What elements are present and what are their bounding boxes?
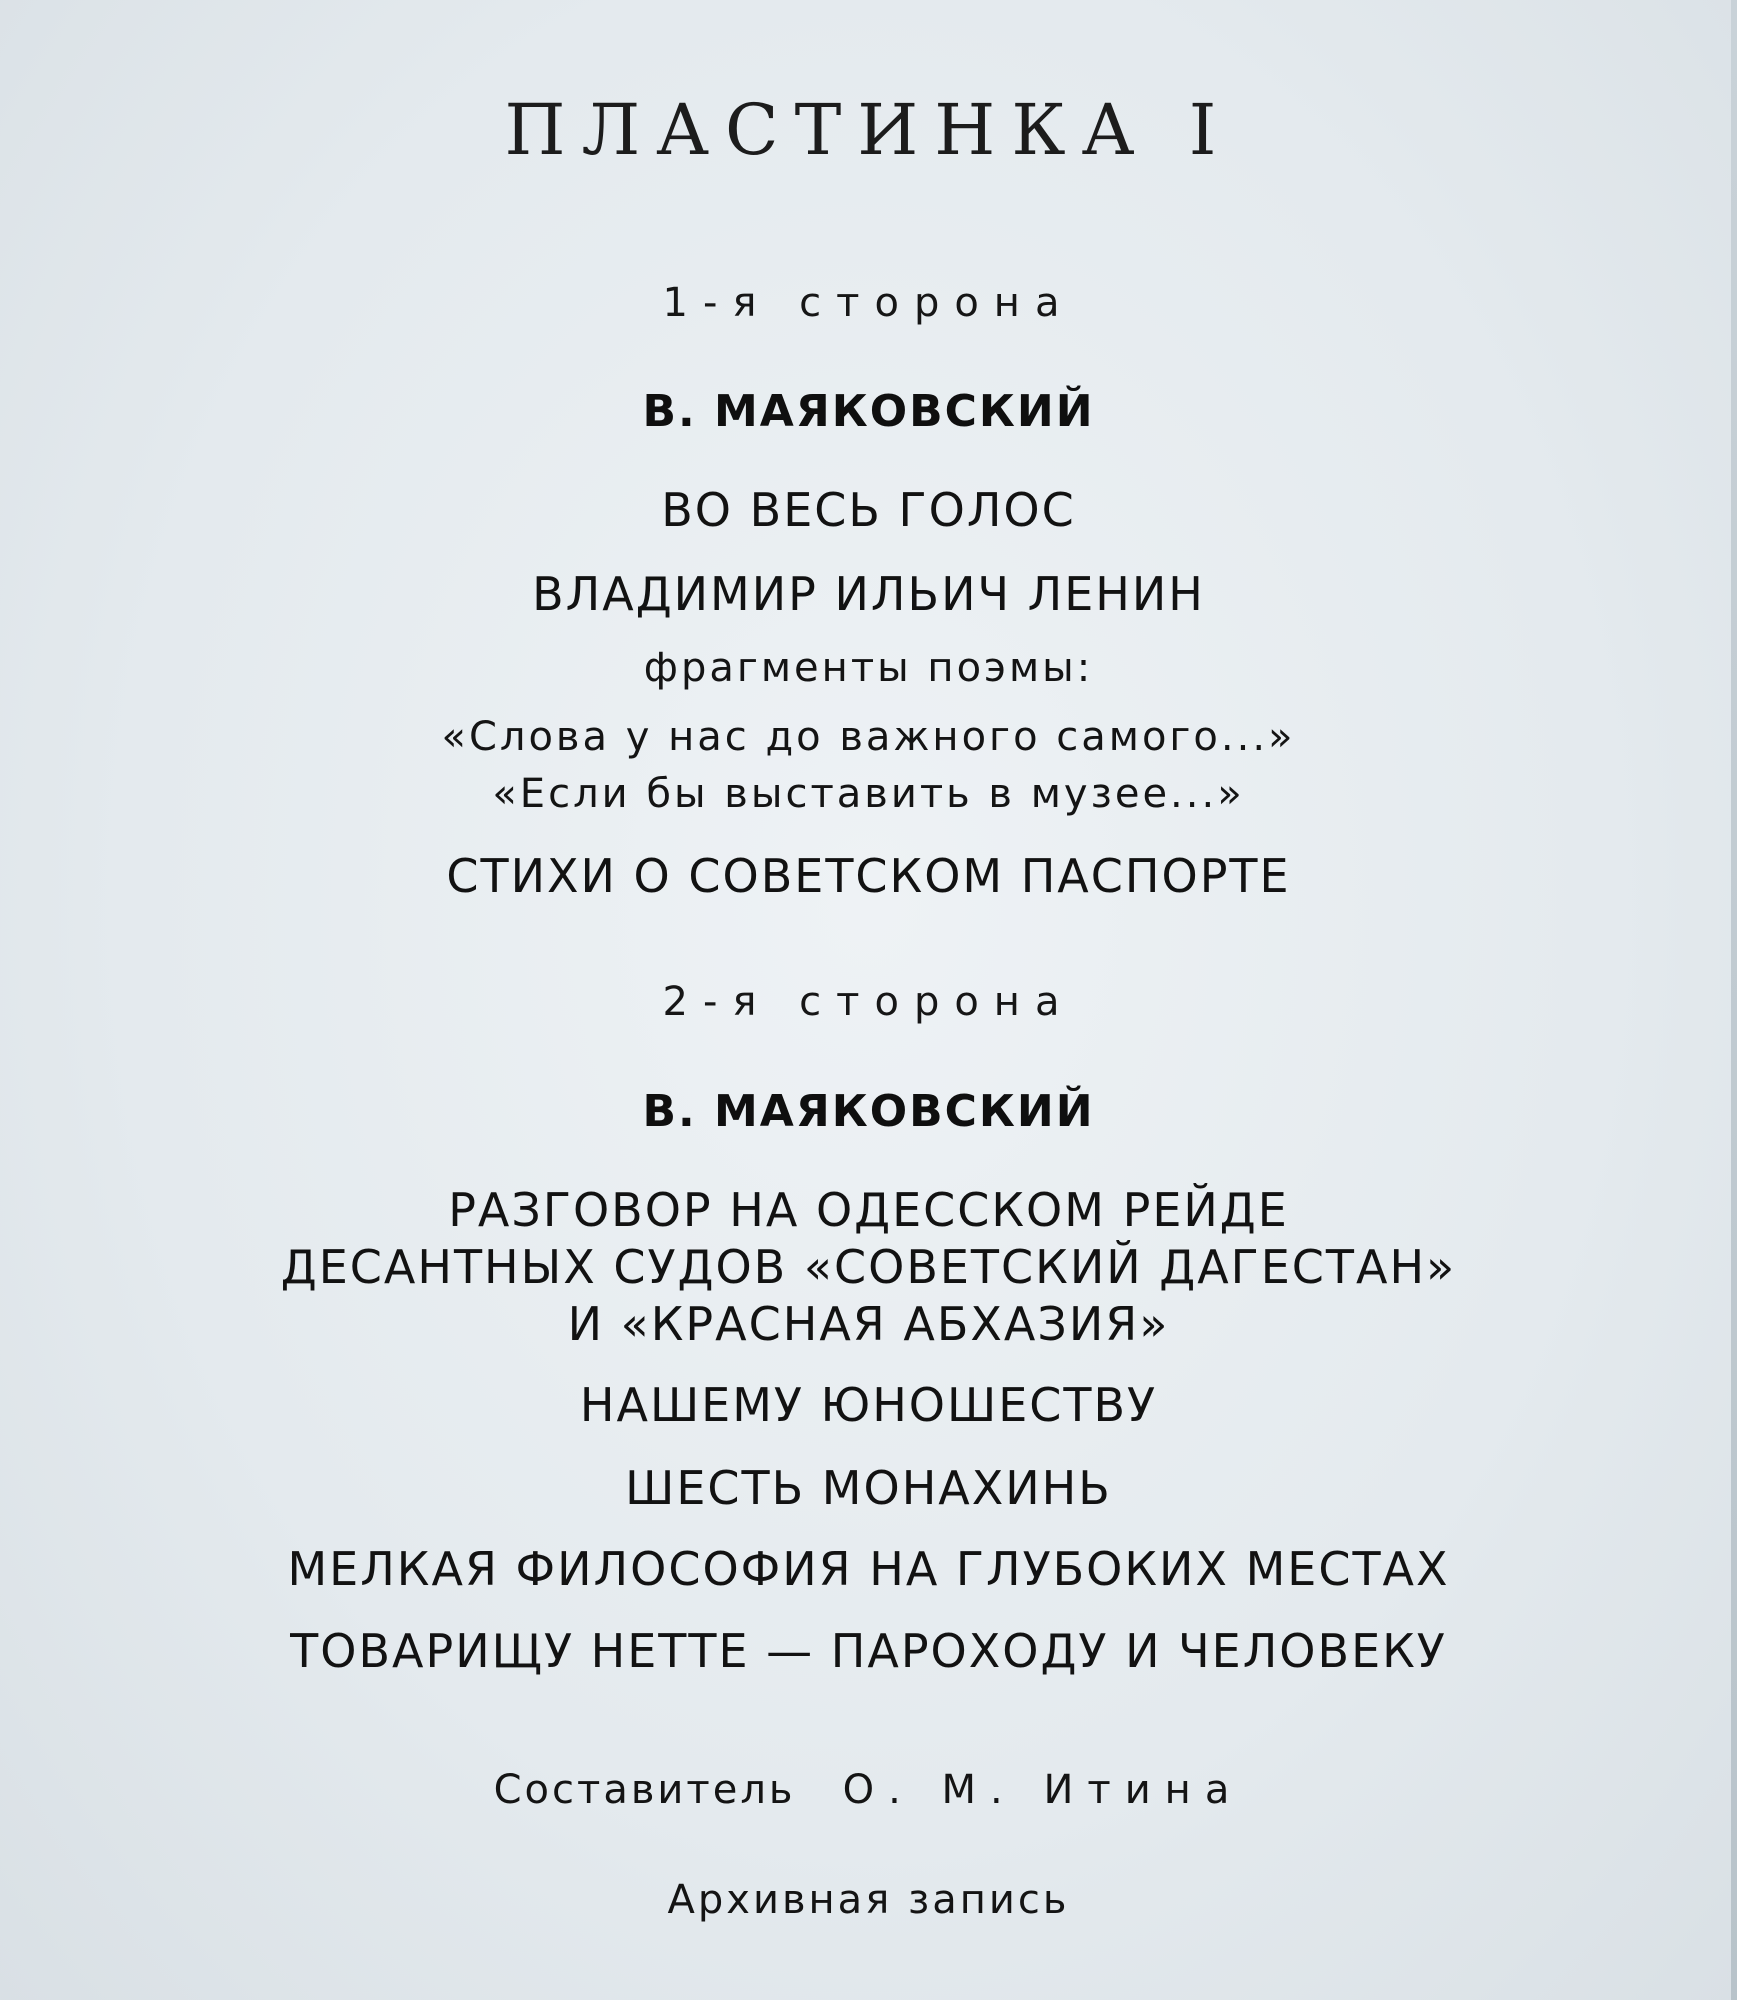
side-2-track-4: МЕЛКАЯ ФИЛОСОФИЯ НА ГЛУБОКИХ МЕСТАХ: [287, 1542, 1450, 1596]
compiler-label: Составитель: [493, 1767, 796, 1813]
side-2-track-5: ТОВАРИЩУ НЕТТЕ — ПАРОХОДУ И ЧЕЛОВЕКУ: [290, 1624, 1447, 1678]
compiler-credit: [0, 1767, 1737, 1813]
side-1-author: В. МАЯКОВСКИЙ: [642, 386, 1095, 437]
side-2-track-3: ШЕСТЬ МОНАХИНЬ: [625, 1461, 1112, 1515]
side-1-track-1: ВО ВЕСЬ ГОЛОС: [661, 483, 1076, 537]
archive-note: Архивная запись: [667, 1877, 1070, 1923]
compiler-name: О. М. Итина: [842, 1767, 1244, 1813]
side-2-track-1-line-1: РАЗГОВОР НА ОДЕССКОМ РЕЙДЕ: [448, 1183, 1289, 1237]
side-2-author: В. МАЯКОВСКИЙ: [642, 1086, 1095, 1137]
side-2-track-1-line-3: И «КРАСНАЯ АБХАЗИЯ»: [567, 1297, 1170, 1351]
side-2-track-2: НАШЕМУ ЮНОШЕСТВУ: [579, 1378, 1158, 1432]
side-1-fragment-1: «Слова у нас до важного самого...»: [441, 714, 1296, 760]
side-2-track-1-line-2: ДЕСАНТНЫХ СУДОВ «СОВЕТСКИЙ ДАГЕСТАН»: [280, 1240, 1457, 1294]
side-1-track-2: ВЛАДИМИР ИЛЬИЧ ЛЕНИН: [532, 567, 1205, 621]
side-2-label: 2-я сторона: [662, 979, 1075, 1025]
record-title: ПЛАСТИНКА I: [504, 89, 1233, 171]
side-1-fragment-2: «Если бы выставить в музее...»: [492, 771, 1245, 817]
side-1-track-3: СТИХИ О СОВЕТСКОМ ПАСПОРТЕ: [446, 849, 1291, 903]
side-1-label: 1-я сторона: [662, 280, 1075, 326]
side-1-fragments-heading: фрагменты поэмы:: [643, 645, 1094, 691]
sleeve-edge: [1731, 0, 1737, 2000]
